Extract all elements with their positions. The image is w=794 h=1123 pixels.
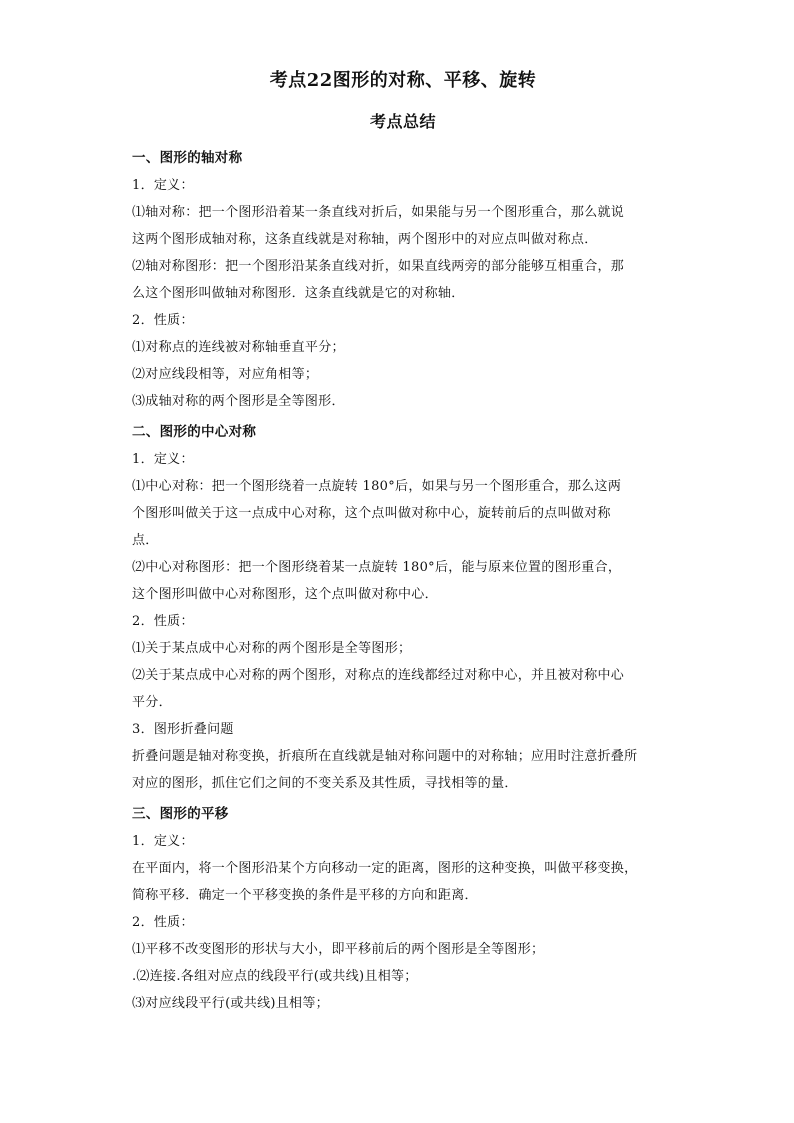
paragraph-line: ⑵轴对称图形：把一个图形沿某条直线对折，如果直线两旁的部分能够互相重合，那 xyxy=(132,259,625,274)
paragraph-line: ⑴轴对称：把一个图形沿着某一条直线对折后，如果能与另一个图形重合，那么就说 xyxy=(132,205,625,220)
section-heading: 一、图形的轴对称 xyxy=(132,150,243,166)
document-content xyxy=(132,144,674,1017)
paragraph-line: 个图形叫做关于这一点成中心对称，这个点叫做对称中心，旋转前后的点叫做对称 xyxy=(132,506,611,521)
paragraph-line: 2．性质： xyxy=(132,915,194,930)
paragraph-line: 2．性质： xyxy=(132,313,194,328)
paragraph-line: 1．定义： xyxy=(132,178,194,193)
paragraph-line: 么这个图形叫做轴对称图形．这条直线就是它的对称轴． xyxy=(132,286,465,301)
paragraph-line: 1．定义： xyxy=(132,834,194,849)
page-title: 考点22图形的对称、平移、旋转 xyxy=(269,70,537,91)
paragraph-line: ⑴关于某点成中心对称的两个图形是全等图形； xyxy=(132,641,412,656)
paragraph-line: .⑵连接.各组对应点的线段平行(或共线)且相等； xyxy=(132,969,418,984)
paragraph-line: 平分． xyxy=(132,695,172,710)
paragraph-line: ⑵中心对称图形：把一个图形绕着某一点旋转 180°后，能与原来位置的图形重合， xyxy=(132,560,622,575)
paragraph-line: 对应的图形，抓住它们之间的不变关系及其性质，寻找相等的量． xyxy=(132,776,518,791)
paragraph-line: ⑴中心对称：把一个图形绕着一点旋转 180°后，如果与另一个图形重合，那么这两 xyxy=(132,479,622,494)
paragraph-line: 2．性质： xyxy=(132,614,194,629)
section-heading: 二、图形的中心对称 xyxy=(132,424,257,440)
paragraph-line: 折叠问题是轴对称变换，折痕所在直线就是轴对称问题中的对称轴；应用时注意折叠所 xyxy=(132,749,638,764)
paragraph-line: ⑴对称点的连线被对称轴垂直平分； xyxy=(132,340,345,355)
paragraph-line: ⑶对应线段平行(或共线)且相等； xyxy=(132,996,329,1011)
paragraph-line: ⑵对应线段相等，对应角相等； xyxy=(132,367,319,382)
page-subtitle: 考点总结 xyxy=(369,112,436,131)
paragraph-line: 简称平移．确定一个平移变换的条件是平移的方向和距离． xyxy=(132,888,478,903)
paragraph-line: 点． xyxy=(132,533,159,548)
paragraph-line: 这个图形叫做中心对称图形，这个点叫做对称中心． xyxy=(132,587,438,602)
paragraph-line: 在平面内，将一个图形沿某个方向移动一定的距离，图形的这种变换，叫做平移变换， xyxy=(132,861,638,876)
section-heading: 三、图形的平移 xyxy=(132,806,229,822)
paragraph-line: 1．定义： xyxy=(132,452,194,467)
paragraph-line: ⑵关于某点成中心对称的两个图形，对称点的连线都经过对称中心，并且被对称中心 xyxy=(132,668,625,683)
paragraph-line: 3．图形折叠问题 xyxy=(132,722,234,737)
paragraph-line: ⑶成轴对称的两个图形是全等图形． xyxy=(132,394,345,409)
paragraph-line: ⑴平移不改变图形的形状与大小，即平移前后的两个图形是全等图形； xyxy=(132,942,545,957)
paragraph-line: 这两个图形成轴对称，这条直线就是对称轴，两个图形中的对应点叫做对称点． xyxy=(132,232,598,247)
